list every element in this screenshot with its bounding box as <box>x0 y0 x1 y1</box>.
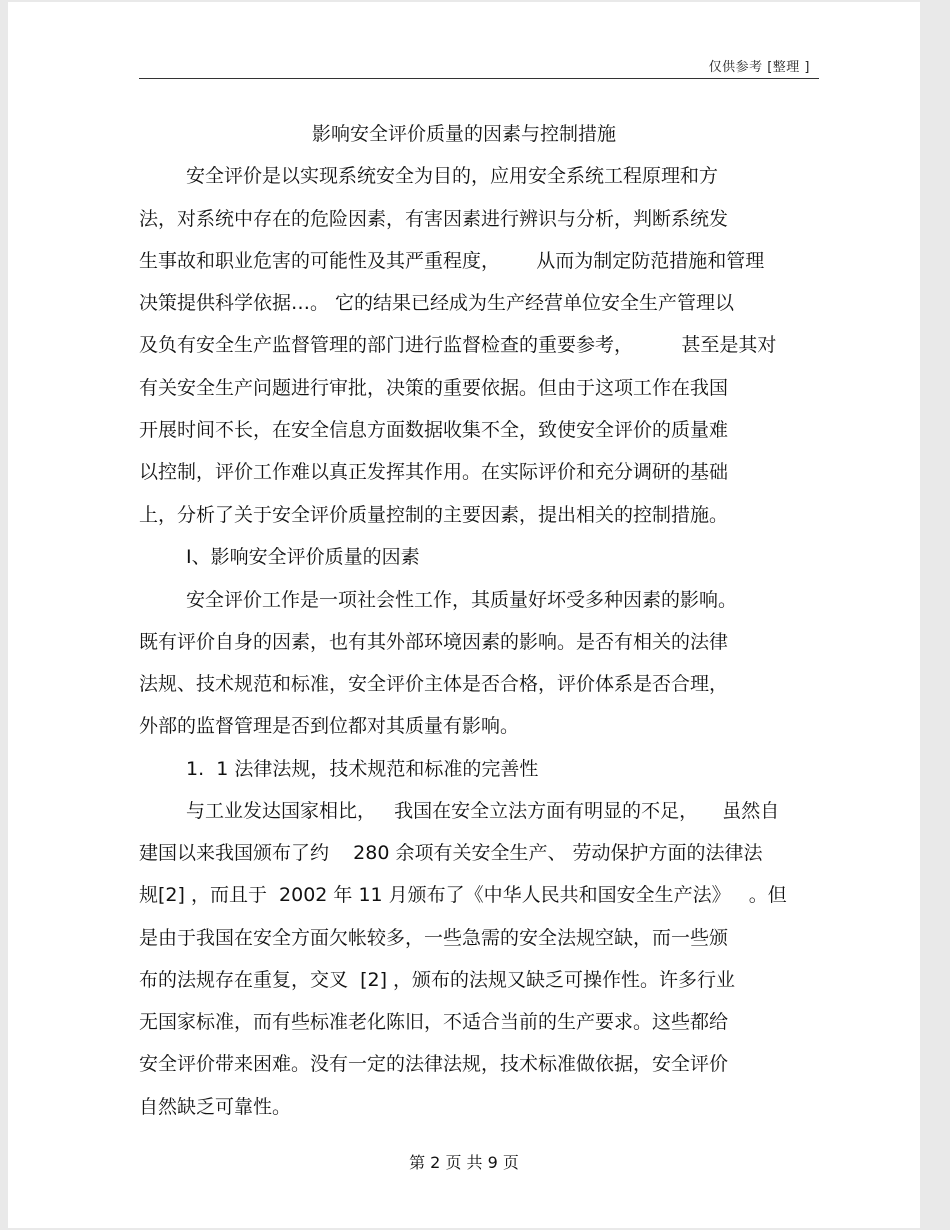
text-line: 安全评价工作是一项社会性工作，其质量好坏受多种因素的影响。 <box>186 589 738 611</box>
text-line: 上，分析了关于安全评价质量控制的主要因素，提出相关的控制措施。 <box>139 504 729 526</box>
text-line: 外部的监督管理是否到位都对其质量有影响。 <box>139 715 520 737</box>
text-line: 及负有安全生产监督管理的部门进行监督检查的重要参考， 甚至是其对 <box>139 334 777 356</box>
section-heading: I、影响安全评价质量的因素 <box>186 546 420 568</box>
text-line: 安全评价是以实现系统安全为目的，应用安全系统工程原理和方 <box>186 165 719 187</box>
header-rule <box>139 78 819 79</box>
page-number: 第 2 页 共 9 页 <box>409 1153 519 1172</box>
text-line: 布的法规存在重复，交叉 [2] ，颁布的法规又缺乏可操作性。许多行业 <box>139 969 736 991</box>
text-line: 与工业发达国家相比， 我国在安全立法方面有明显的不足， 虽然自 <box>186 800 780 822</box>
text-line: 法，对系统中存在的危险因素，有害因素进行辨识与分析，判断系统发 <box>139 208 729 230</box>
text-line: 既有评价自身的因素，也有其外部环境因素的影响。是否有相关的法律 <box>139 631 729 653</box>
header-note: 仅供参考 [整理 ] <box>708 60 810 75</box>
text-line: 决策提供科学依据…。 它的结果已经成为生产经营单位安全生产管理以 <box>139 292 735 314</box>
text-line: 自然缺乏可靠性。 <box>139 1096 292 1118</box>
text-line: 建国以来我国颁布了约 280 余项有关安全生产、 劳动保护方面的法律法 <box>139 842 763 864</box>
text-line: 是由于我国在安全方面欠帐较多，一些急需的安全法规空缺，而一些颁 <box>139 927 729 949</box>
text-line: 开展时间不长，在安全信息方面数据收集不全，致使安全评价的质量难 <box>139 419 729 441</box>
text-line: 以控制，评价工作难以真正发挥其作用。在实际评价和充分调研的基础 <box>139 461 729 483</box>
text-line: 法规、技术规范和标准，安全评价主体是否合格，评价体系是否合理， <box>139 673 729 695</box>
text-line: 有关安全生产问题进行审批，决策的重要依据。但由于这项工作在我国 <box>139 377 729 399</box>
text-line: 生事故和职业危害的可能性及其严重程度， 从而为制定防范措施和管理 <box>139 250 765 272</box>
document-title: 影响安全评价质量的因素与控制措施 <box>311 123 616 145</box>
subsection-heading: 1. 1 法律法规，技术规范和标准的完善性 <box>186 758 539 780</box>
document-page <box>8 2 920 1228</box>
text-line: 无国家标准，而有些标准老化陈旧，不适合当前的生产要求。这些都给 <box>139 1011 729 1033</box>
text-line: 安全评价带来困难。没有一定的法律法规，技术标准做依据，安全评价 <box>139 1053 729 1075</box>
text-line: 规[2] ，而且于 2002 年 11 月颁布了《中华人民共和国安全生产法》 。但 <box>139 884 787 906</box>
